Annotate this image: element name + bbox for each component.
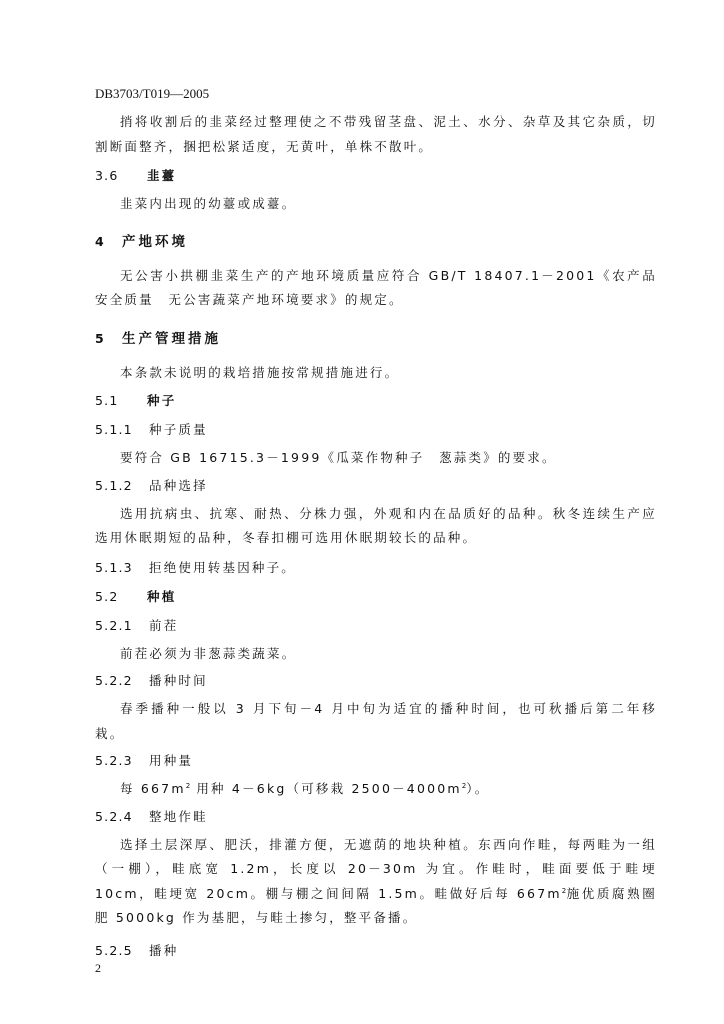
- section-title: 整地作畦: [149, 808, 208, 824]
- section-title: 产地环境: [122, 233, 188, 250]
- section-number: 5.1.2: [95, 477, 133, 493]
- section-5-1-3-heading: [95, 559, 657, 577]
- section-number: 5.2.5: [95, 942, 133, 958]
- section-number: 3.6: [95, 168, 119, 183]
- section-title: 生产管理措施: [122, 330, 221, 347]
- section-4-heading: [95, 233, 657, 251]
- section-number: 5.2: [95, 588, 119, 604]
- text-segment: ）。: [466, 781, 490, 796]
- section-5-2-4-heading: [95, 808, 657, 826]
- paragraph-5-2-2: 春季播种一般以 3 月下旬－4 月中旬为适宜的播种时间，也可秋播后第二年移栽。: [95, 701, 657, 741]
- text-segment: 用种 4－6kg（可移栽 2500－4000m: [190, 781, 462, 796]
- section-title: 种子质量: [149, 422, 208, 437]
- section-5-1-heading: [95, 392, 657, 410]
- section-title: 播种: [149, 942, 179, 958]
- section-title: 前茬: [149, 617, 179, 633]
- section-number: 5.2.4: [95, 808, 133, 824]
- section-title: 品种选择: [149, 477, 208, 493]
- section-number: 4: [95, 233, 105, 249]
- section-title: 用种量: [149, 753, 194, 768]
- paragraph-5-1-1: 要符合 GB 16715.3－1999《瓜菜作物种子 葱蒜类》的要求。: [120, 450, 557, 465]
- page-number: 2: [95, 961, 101, 975]
- paragraph-trimming-definition: 捎将收割后的韭菜经过整理使之不带残留茎盘、泥土、水分、杂草及其它杂质，切割断面整齐，捆把松紧适度，无黄叶，单株不散叶。: [95, 114, 657, 154]
- section-number: 5.2.3: [95, 753, 133, 768]
- paragraph-4: 无公害小拱棚韭菜生产的产地环境质量应符合 GB/T 18407.1－2001《农产品安全质量 无公害蔬菜产地环境要求》的规定。: [95, 267, 657, 307]
- paragraph-5: 本条款未说明的栽培措施按常规措施进行。: [120, 364, 400, 380]
- superscript: 2: [185, 781, 191, 790]
- section-5-1-1-heading: [95, 421, 657, 439]
- paragraph-5-2-1: 前茬必须为非葱蒜类蔬菜。: [120, 645, 297, 661]
- paragraph-5-2-4: [95, 833, 657, 931]
- section-5-2-heading: [95, 588, 657, 606]
- paragraph-5-2-3: [95, 777, 657, 802]
- section-title: 播种时间: [149, 673, 208, 688]
- section-number: 5.2.1: [95, 617, 133, 633]
- section-number: 5: [95, 330, 105, 346]
- section-title: 拒绝使用转基因种子。: [149, 559, 297, 575]
- section-5-2-2-heading: [95, 672, 657, 690]
- section-5-2-1-heading: [95, 617, 657, 635]
- paragraph-5-1-2: 选用抗病虫、抗寒、耐热、分株力强，外观和内在品质好的品种。秋冬连续生产应选用休眠期短的品种，冬春扣棚可选用休眠期较长的品种。: [95, 505, 657, 545]
- section-title: 韭薹: [147, 168, 177, 183]
- section-number: 5.1.1: [95, 422, 133, 437]
- section-5-2-5-heading: [95, 942, 657, 960]
- section-5-2-3-heading: [95, 752, 657, 770]
- section-number: 5.1: [95, 393, 119, 408]
- section-number: 5.1.3: [95, 559, 133, 575]
- document-header-code: DB3703/T019—2005: [95, 86, 210, 101]
- section-5-1-2-heading: [95, 477, 657, 495]
- superscript: 2: [561, 886, 567, 895]
- section-5-heading: [95, 330, 657, 348]
- section-3-6-heading: [95, 167, 657, 185]
- section-title: 种植: [147, 588, 177, 604]
- text-segment: 每 667m: [120, 781, 186, 796]
- superscript: 2: [461, 781, 467, 790]
- text-segment: 施优质腐熟圈肥 5000kg 作为基肥，与畦土掺匀，整平备播。: [95, 885, 658, 925]
- paragraph-3-6: 韭菜内出现的幼薹或成薹。: [120, 196, 297, 211]
- document-body: [95, 110, 657, 960]
- section-number: 5.2.2: [95, 673, 133, 688]
- text-segment: 选择土层深厚、肥沃，排灌方便，无遮荫的地块种植。东西向作畦，每两畦为一组（一棚），畦底宽 1.2m，长度以 20－30m 为宜。作畦时，畦面要低于畦埂 10cm，畦埂宽 20cm。棚与棚之间间隔 1.5m。畦做好后每 667m: [95, 836, 657, 901]
- section-title: 种子: [147, 393, 177, 408]
